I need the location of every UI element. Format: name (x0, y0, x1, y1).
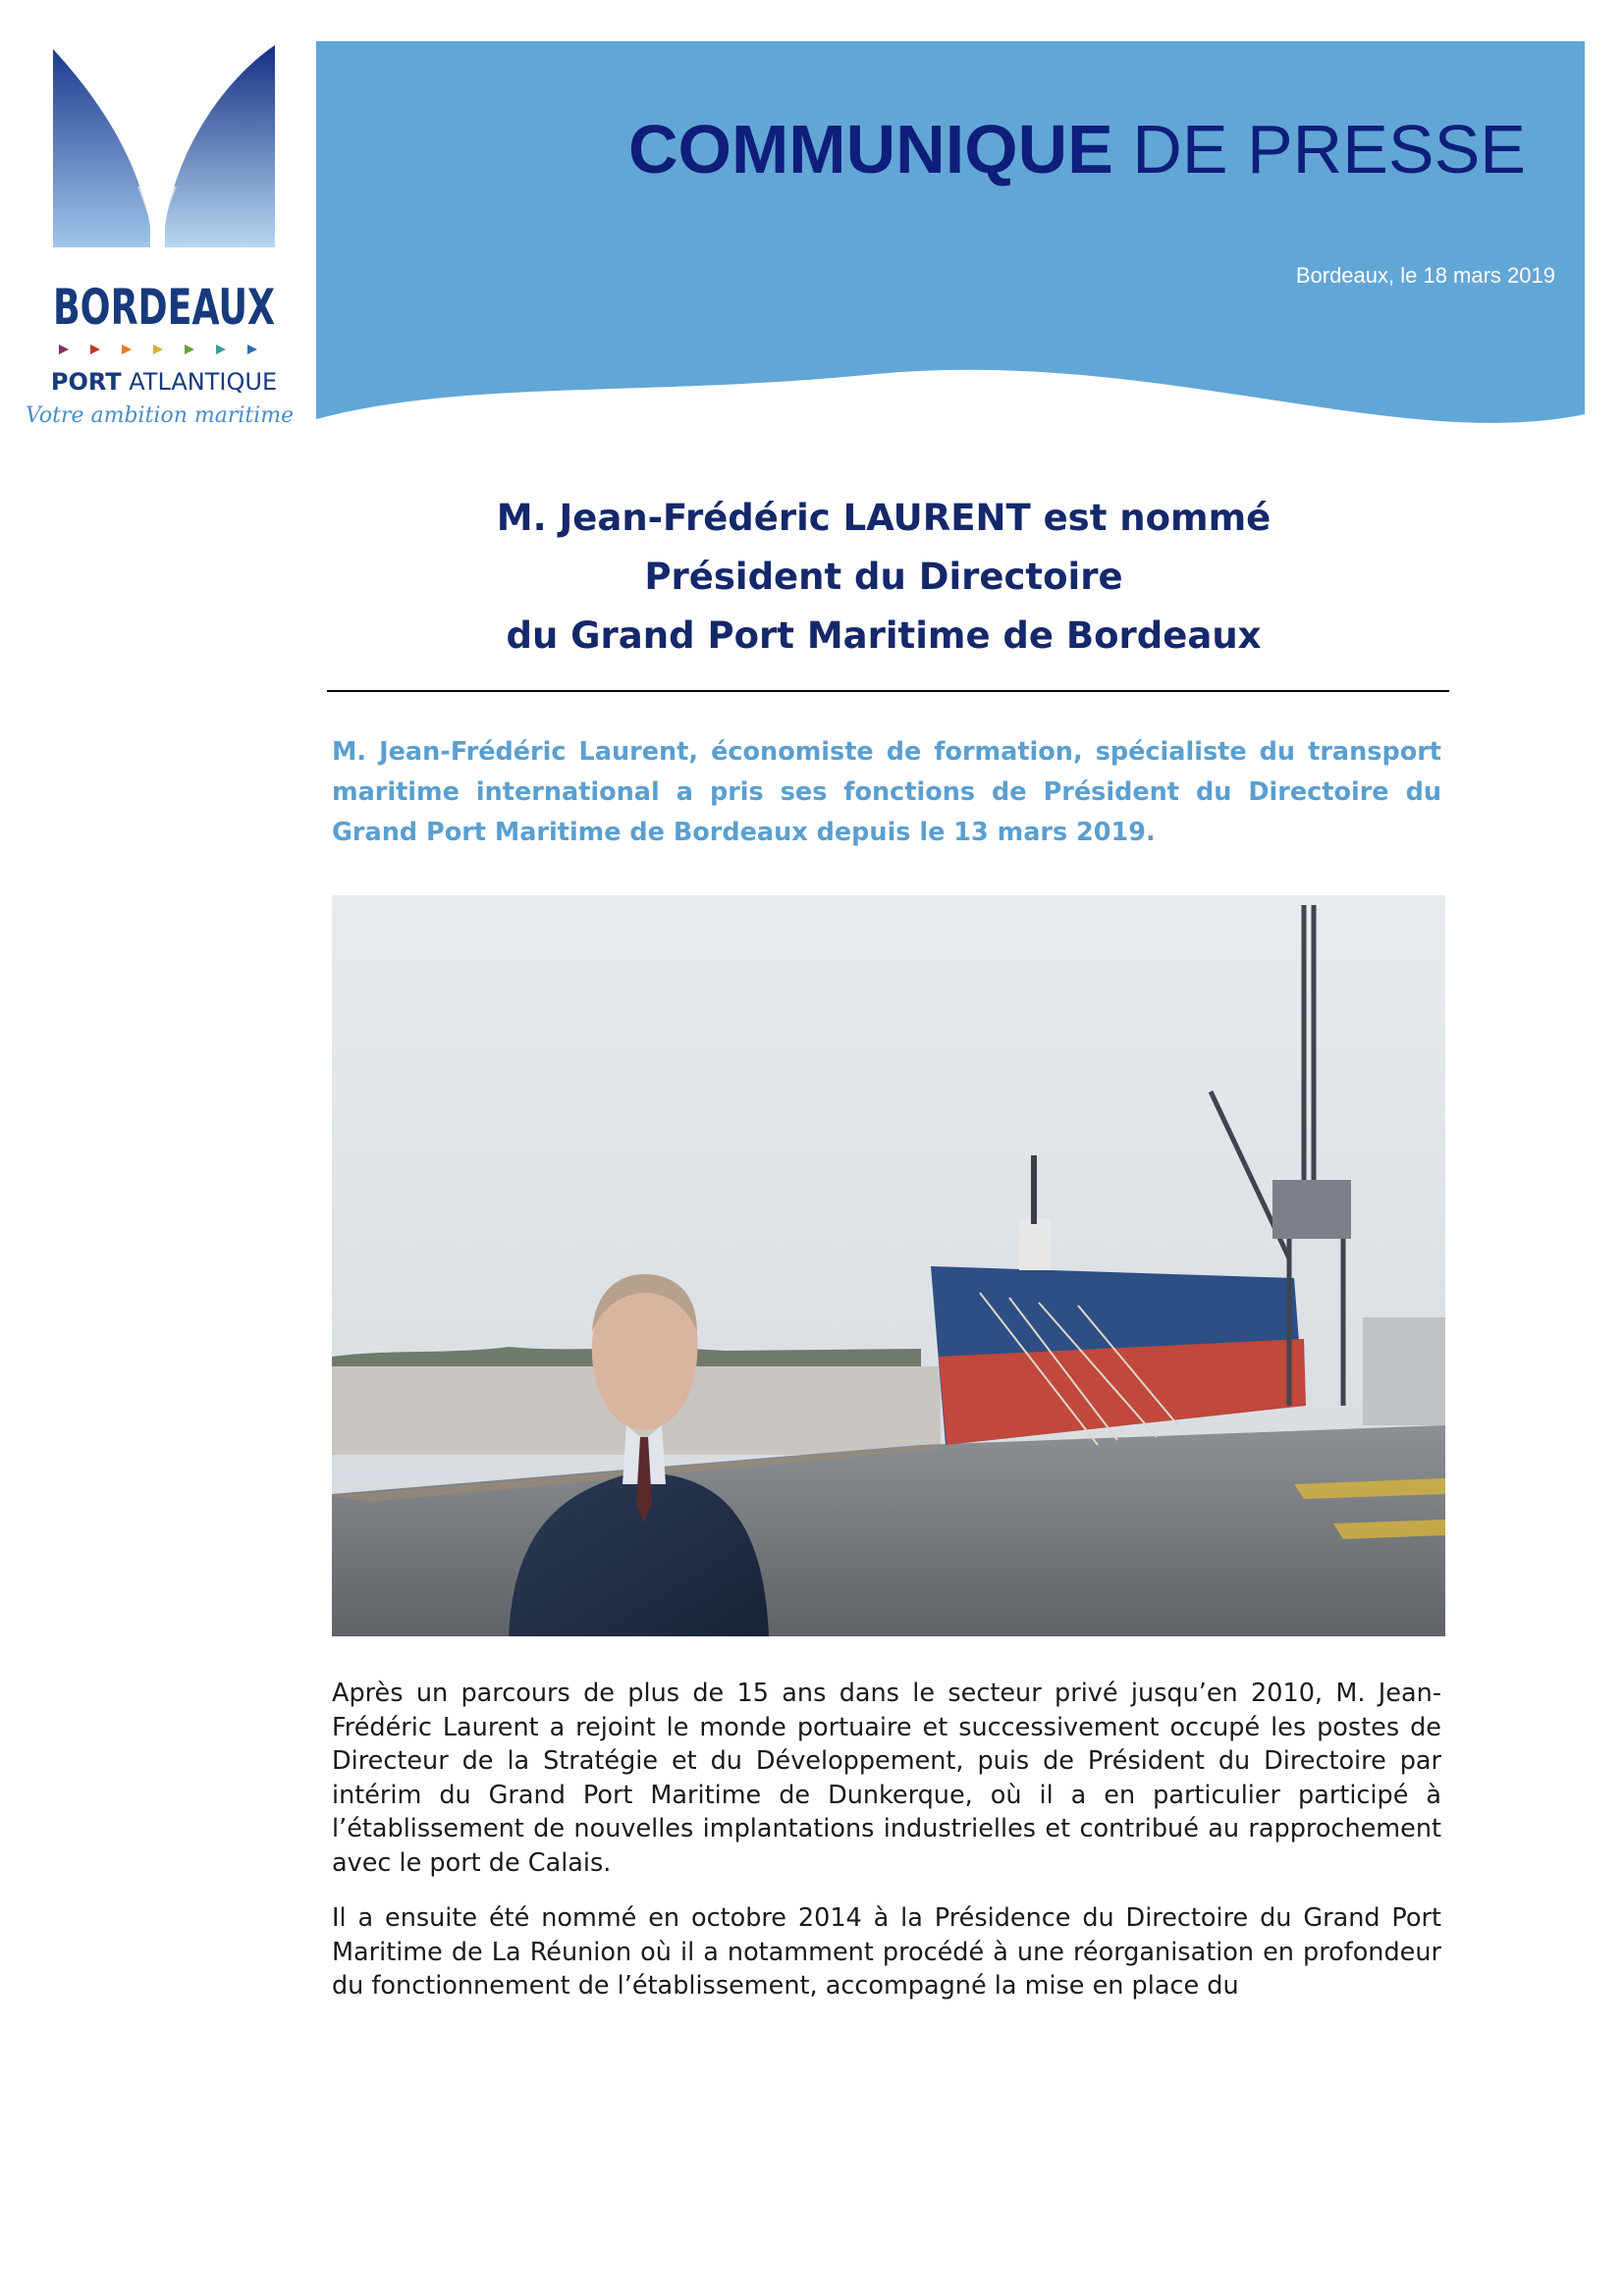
portrait-photo (332, 895, 1445, 1636)
bordeaux-port-atlantique-logo (20, 39, 314, 432)
logo-arrow-icon (59, 345, 69, 354)
logo-arrow-icon (90, 345, 100, 354)
press-release-date: Bordeaux, le 18 mars 2019 (1295, 263, 1555, 288)
body-text (332, 1677, 1441, 2025)
logo-arrow-icon (122, 345, 132, 354)
logo-wordmark: BORDEAUX (53, 279, 275, 336)
logo-arrow-icon (153, 345, 163, 354)
logo-arrow-icon (185, 345, 194, 354)
header-banner (316, 41, 1585, 429)
headline-divider (327, 690, 1449, 692)
logo-arrow-icon (216, 345, 226, 354)
headline-line: du Grand Port Maritime de Bordeaux (506, 614, 1262, 657)
page-title: COMMUNIQUE DE PRESSE (627, 111, 1526, 187)
svg-text:PORT ATLANTIQUE: PORT ATLANTIQUE (50, 368, 278, 396)
headline-line: Président du Directoire (644, 556, 1123, 598)
body-paragraph: Il a ensuite été nommé en octobre 2014 à la Présidence du Directoire du Grand Port Maritime de La Réunion où il a notamment procédé à une réorganisation en profondeur du fonctionnement de l’établissement, accompagné la mise en place du (332, 1903, 1441, 2001)
headline-line: M. Jean-Frédéric LAURENT est nommé (496, 497, 1272, 539)
body-paragraph: Après un parcours de plus de 15 ans dans le secteur privé jusqu’en 2010, M. Jean-Frédéric Laurent a rejoint le monde portuaire et successivement occupé les postes de Directeur de la Stratégie et du Développement, puis de Président du Directoire par intérim du Grand Port Maritime de Dunkerque, où il a en particulier participé à l’établissement de nouvelles implantations industrielles et contribué au rapprochement avec le port de Calais. (332, 1679, 1441, 1878)
logo-tagline: Votre ambition maritime (26, 403, 295, 428)
headline (324, 489, 1443, 666)
lead-paragraph: M. Jean-Frédéric Laurent, économiste de formation, spécialiste du transport maritime international a pris ses fonctions de Président du Directoire du Grand Port Maritime de Bordeaux depuis le 13 mars 2019. (332, 737, 1441, 847)
logo-arrow-icon (247, 345, 257, 354)
